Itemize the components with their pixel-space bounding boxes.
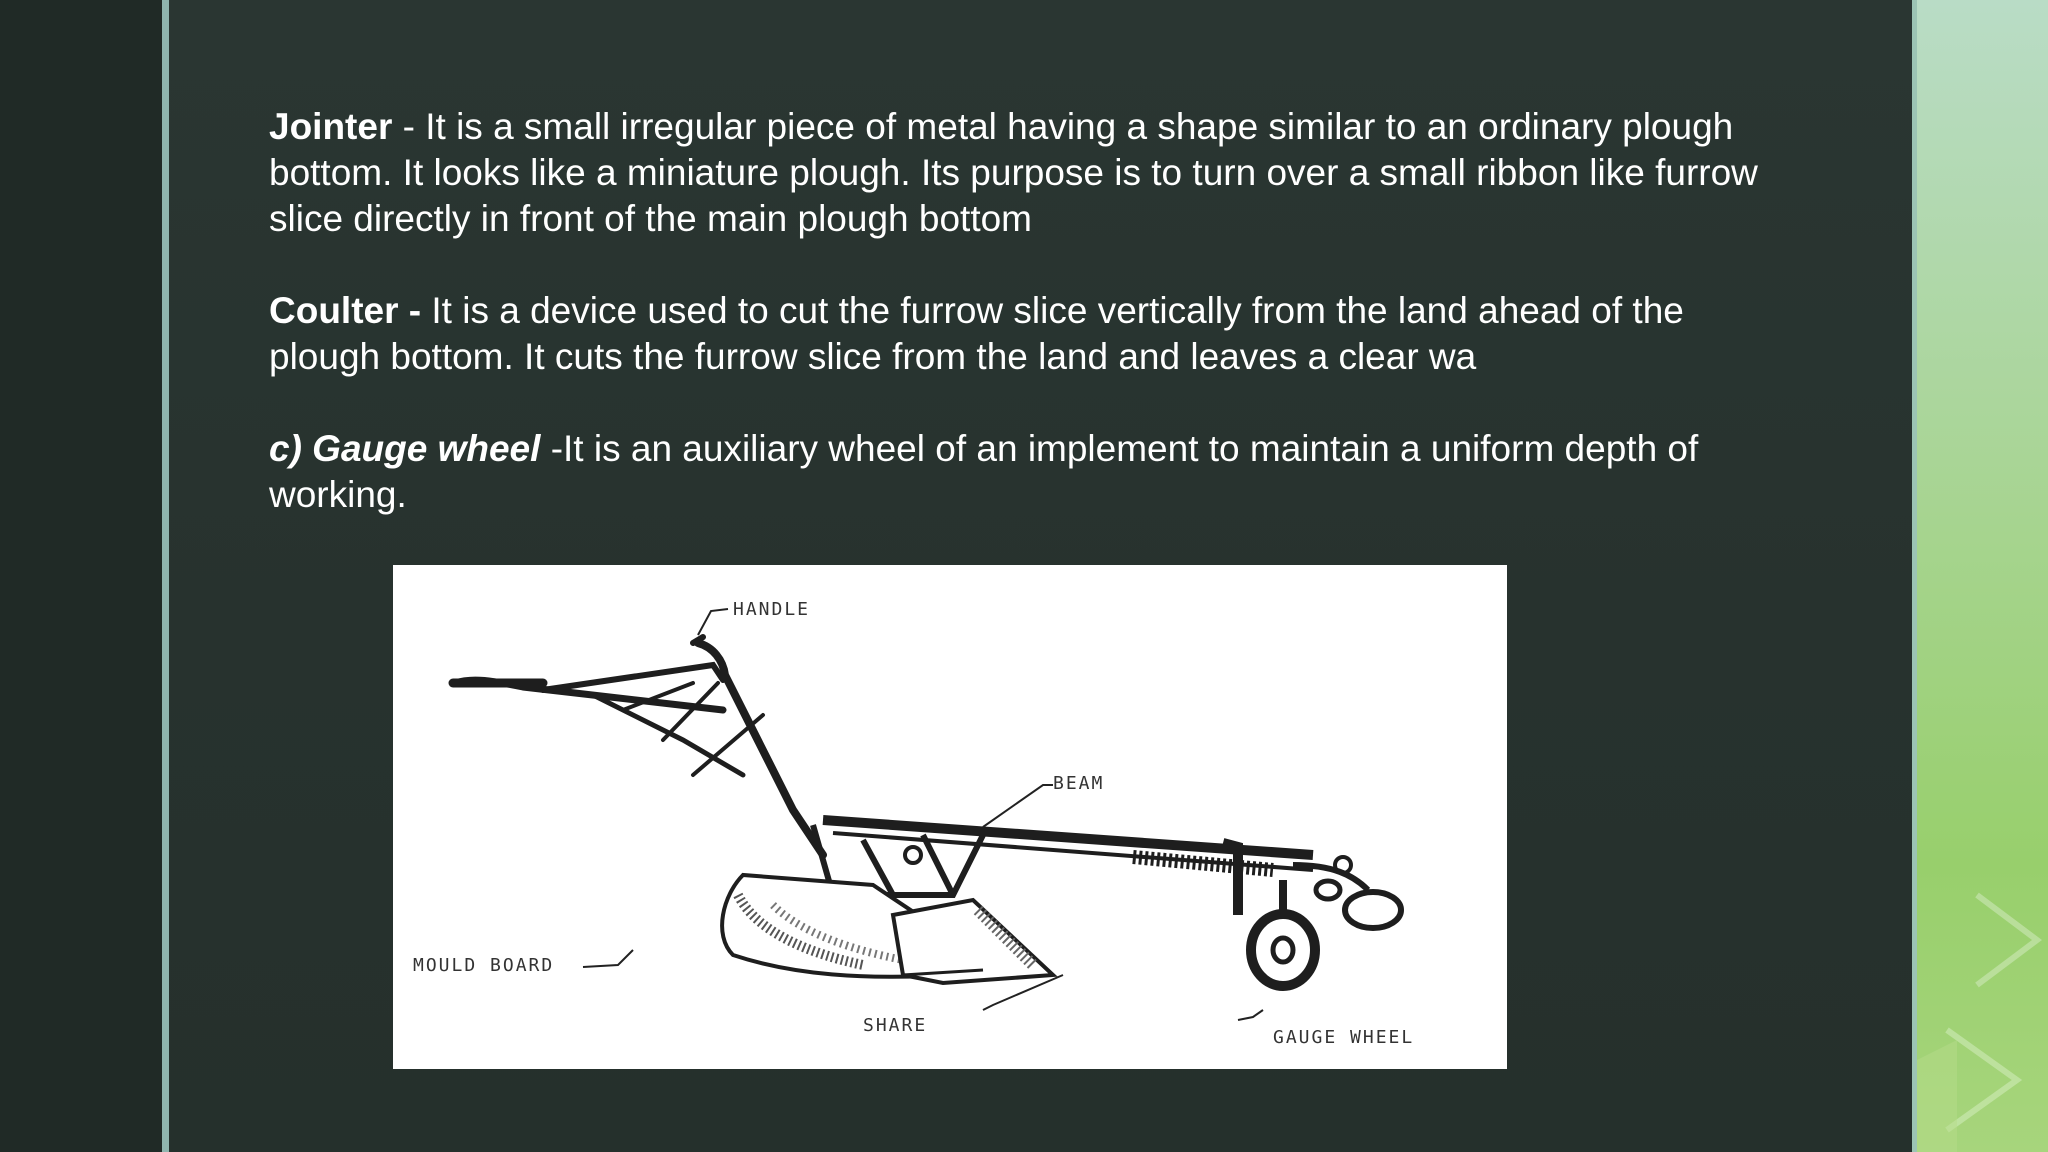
term-gauge-wheel: c) Gauge wheel [269, 428, 541, 469]
hitch-shape [1293, 857, 1401, 928]
label-gauge-wheel: GAUGE WHEEL [1273, 1027, 1415, 1048]
body-text [269, 104, 1789, 518]
label-mould-board: MOULD BOARD [413, 955, 555, 976]
plough-illustration [393, 565, 1507, 1069]
gauge-wheel-shape [1251, 880, 1315, 986]
left-sidebar-strip [0, 0, 162, 1152]
label-share: SHARE [863, 1015, 928, 1036]
label-handle: HANDLE [733, 599, 811, 620]
chevron-decoration-icon [1917, 0, 2048, 1152]
right-decorative-panel [1917, 0, 2048, 1152]
definition-coulter: It is a device used to cut the furrow slice vertically from the land ahead of the plough bottom. It cuts the furrow slice from the land and leaves a clear wa [269, 290, 1684, 377]
share-shape [893, 900, 1053, 983]
paragraph-gauge-wheel [269, 426, 1789, 518]
definition-gauge-wheel: -It is an auxiliary wheel of an implement to maintain a uniform depth of working. [269, 428, 1699, 515]
plough-diagram [393, 565, 1507, 1069]
paragraph-jointer [269, 104, 1789, 242]
term-jointer: Jointer [269, 106, 393, 147]
paragraph-coulter [269, 288, 1789, 380]
term-coulter: Coulter - [269, 290, 422, 331]
definition-jointer: - It is a small irregular piece of metal having a shape similar to an ordinary plough bottom. It looks like a miniature plough. Its purpose is to turn over a small ribbon like furrow slice directly in front of the main plough bottom [269, 106, 1758, 239]
plough-handles [453, 637, 823, 855]
label-beam: BEAM [1053, 773, 1105, 794]
left-accent-line [162, 0, 169, 1152]
